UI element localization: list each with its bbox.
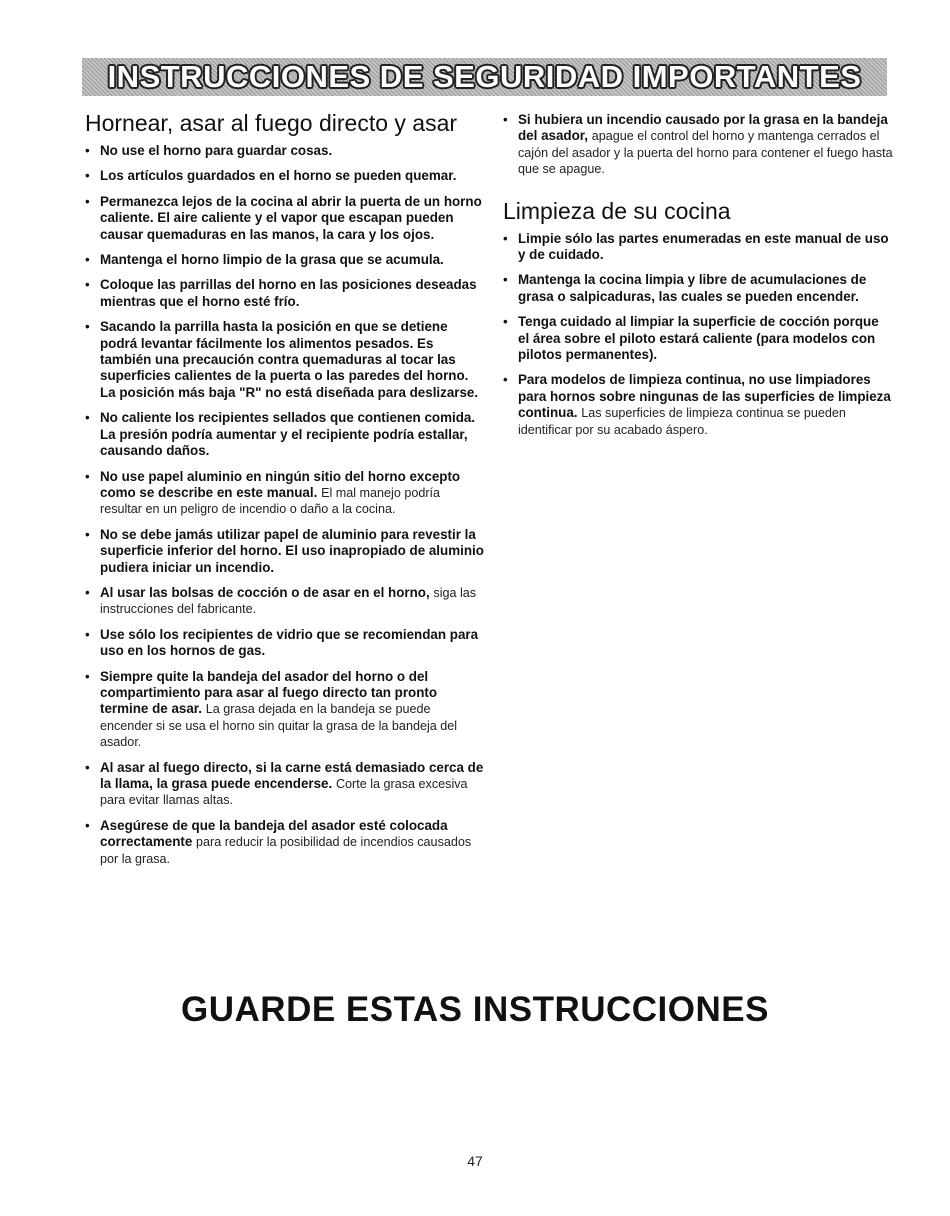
item-bold-text: Siempre quite la bandeja del asador del horno o del compartimiento para asar al fuego directo tan pronto termine de asar.	[100, 668, 438, 717]
cleaning-safety-list	[503, 231, 893, 438]
list-item	[85, 818, 485, 867]
item-normal-text: Corte la grasa excesiva para evitar llamas altas.	[100, 777, 468, 808]
bullet-icon: •	[503, 272, 508, 288]
bullet-icon: •	[503, 230, 508, 246]
safety-banner	[82, 58, 887, 96]
bullet-icon: •	[85, 277, 90, 293]
banner-title: INSTRUCCIONES DE SEGURIDAD IMPORTANTES	[107, 59, 862, 94]
item-bold-text: Sacando la parrilla hasta la posición en que se detiene podrá levantar fácilmente los alimentos pesados. Es también una precaución contra quemaduras al tocar las superficies calientes de la puerta o las paredes del horno. La posición más baja "R" no está diseñada para deslizarse.	[100, 319, 479, 400]
section-heading-baking: Hornear, asar al fuego directo y asar	[85, 110, 458, 136]
item-bold-text: Si hubiera un incendio causado por la grasa en la bandeja del asador,	[518, 112, 888, 144]
bullet-icon: •	[503, 112, 508, 127]
list-item	[85, 168, 485, 184]
right-column	[503, 112, 893, 447]
item-bold-text: Tenga cuidado al limpiar la superficie de cocción porque el área sobre el piloto estará caliente (para modelos con pilotos permanentes).	[518, 314, 879, 363]
list-item	[85, 319, 485, 401]
list-item	[85, 194, 485, 243]
bullet-icon: •	[85, 143, 90, 158]
list-item	[85, 669, 485, 751]
list-item	[85, 252, 485, 268]
bullet-icon: •	[85, 526, 90, 542]
bullet-icon: •	[85, 668, 90, 684]
section-heading-cleaning: Limpieza de su cocina	[503, 197, 731, 224]
item-bold-text: Mantenga la cocina limpia y libre de acumulaciones de grasa o salpicaduras, las cuales se pueden encender.	[518, 272, 867, 304]
left-column	[85, 110, 485, 876]
bullet-icon: •	[85, 759, 90, 775]
item-bold-text: Al usar las bolsas de cocción o de asar en el horno,	[100, 584, 430, 600]
item-bold-text: Los artículos guardados en el horno se pueden quemar.	[100, 168, 457, 184]
list-item	[503, 314, 893, 363]
item-bold-text: Mantenga el horno limpio de la grasa que se acumula.	[100, 252, 444, 268]
bullet-icon: •	[85, 319, 90, 335]
list-item	[85, 469, 485, 518]
item-bold-text: Limpie sólo las partes enumeradas en este manual de uso y de cuidado.	[518, 230, 889, 263]
bullet-icon: •	[85, 584, 90, 600]
page-number: 47	[467, 1153, 483, 1169]
item-normal-text: siga las instrucciones del fabricante.	[100, 585, 477, 617]
item-bold-text: Al asar al fuego directo, si la carne está demasiado cerca de la llama, la grasa puede encenderse.	[100, 759, 484, 791]
item-bold-text: Asegúrese de que la bandeja del asador esté colocada correctamente	[100, 817, 448, 850]
list-item	[503, 231, 893, 264]
list-item	[85, 585, 485, 618]
bullet-icon: •	[503, 372, 508, 388]
baking-safety-list	[85, 143, 485, 867]
list-item	[85, 627, 485, 660]
bullet-icon: •	[85, 626, 90, 642]
list-item	[503, 272, 893, 305]
save-instructions-title: GUARDE ESTAS INSTRUCCIONES	[181, 990, 769, 1029]
bullet-icon: •	[85, 168, 90, 184]
item-bold-text: Permanezca lejos de la cocina al abrir la puerta de un horno caliente. El aire caliente y el vapor que escapan pueden causar quemaduras en las manos, la cara y los ojos.	[100, 193, 482, 242]
list-item	[85, 410, 485, 459]
item-bold-text: Para modelos de limpieza continua, no use limpiadores para hornos sobre ningunas de las superficies de limpieza continua.	[518, 372, 891, 421]
bullet-icon: •	[503, 314, 508, 330]
item-normal-text: apague el control del horno y mantenga cerrados el cajón del asador y la puerta del horno para contener el fuego hasta que se apague.	[518, 129, 893, 177]
bullet-icon: •	[85, 252, 90, 268]
list-item	[85, 277, 485, 310]
item-bold-text: Use sólo los recipientes de vidrio que se recomiendan para uso en los hornos de gas.	[100, 626, 479, 659]
item-bold-text: No use el horno para guardar cosas.	[100, 143, 333, 158]
bullet-icon: •	[85, 817, 90, 833]
item-normal-text: La grasa dejada en la bandeja se puede encender si se usa el horno sin quitar la grasa de la bandeja del asador.	[100, 702, 458, 750]
item-bold-text: No use papel aluminio en ningún sitio del horno excepto como se describe en este manual.	[100, 468, 461, 500]
list-item	[503, 112, 893, 178]
item-bold-text: Coloque las parrillas del horno en las posiciones deseadas mientras que el horno esté frío.	[100, 277, 477, 309]
grease-fire-list	[503, 112, 893, 178]
item-bold-text: No se debe jamás utilizar papel de aluminio para revestir la superficie inferior del horno. El uso inapropiado de aluminio pudiera iniciar un incendio.	[100, 526, 484, 575]
item-normal-text: Las superficies de limpieza continua se pueden identificar por su acabado áspero.	[518, 406, 846, 437]
bullet-icon: •	[85, 410, 90, 426]
list-item	[85, 527, 485, 576]
list-item	[85, 143, 485, 159]
list-item	[85, 760, 485, 809]
item-normal-text: para reducir la posibilidad de incendios causados por la grasa.	[100, 835, 472, 866]
bullet-icon: •	[85, 193, 90, 209]
item-normal-text: El mal manejo podría resultar en un peligro de incendio o daño a la cocina.	[100, 485, 441, 517]
item-bold-text: No caliente los recipientes sellados que contienen comida. La presión podría aumentar y el recipiente podría estallar, causando daños.	[100, 410, 476, 459]
list-item	[503, 372, 893, 438]
bullet-icon: •	[85, 468, 90, 484]
